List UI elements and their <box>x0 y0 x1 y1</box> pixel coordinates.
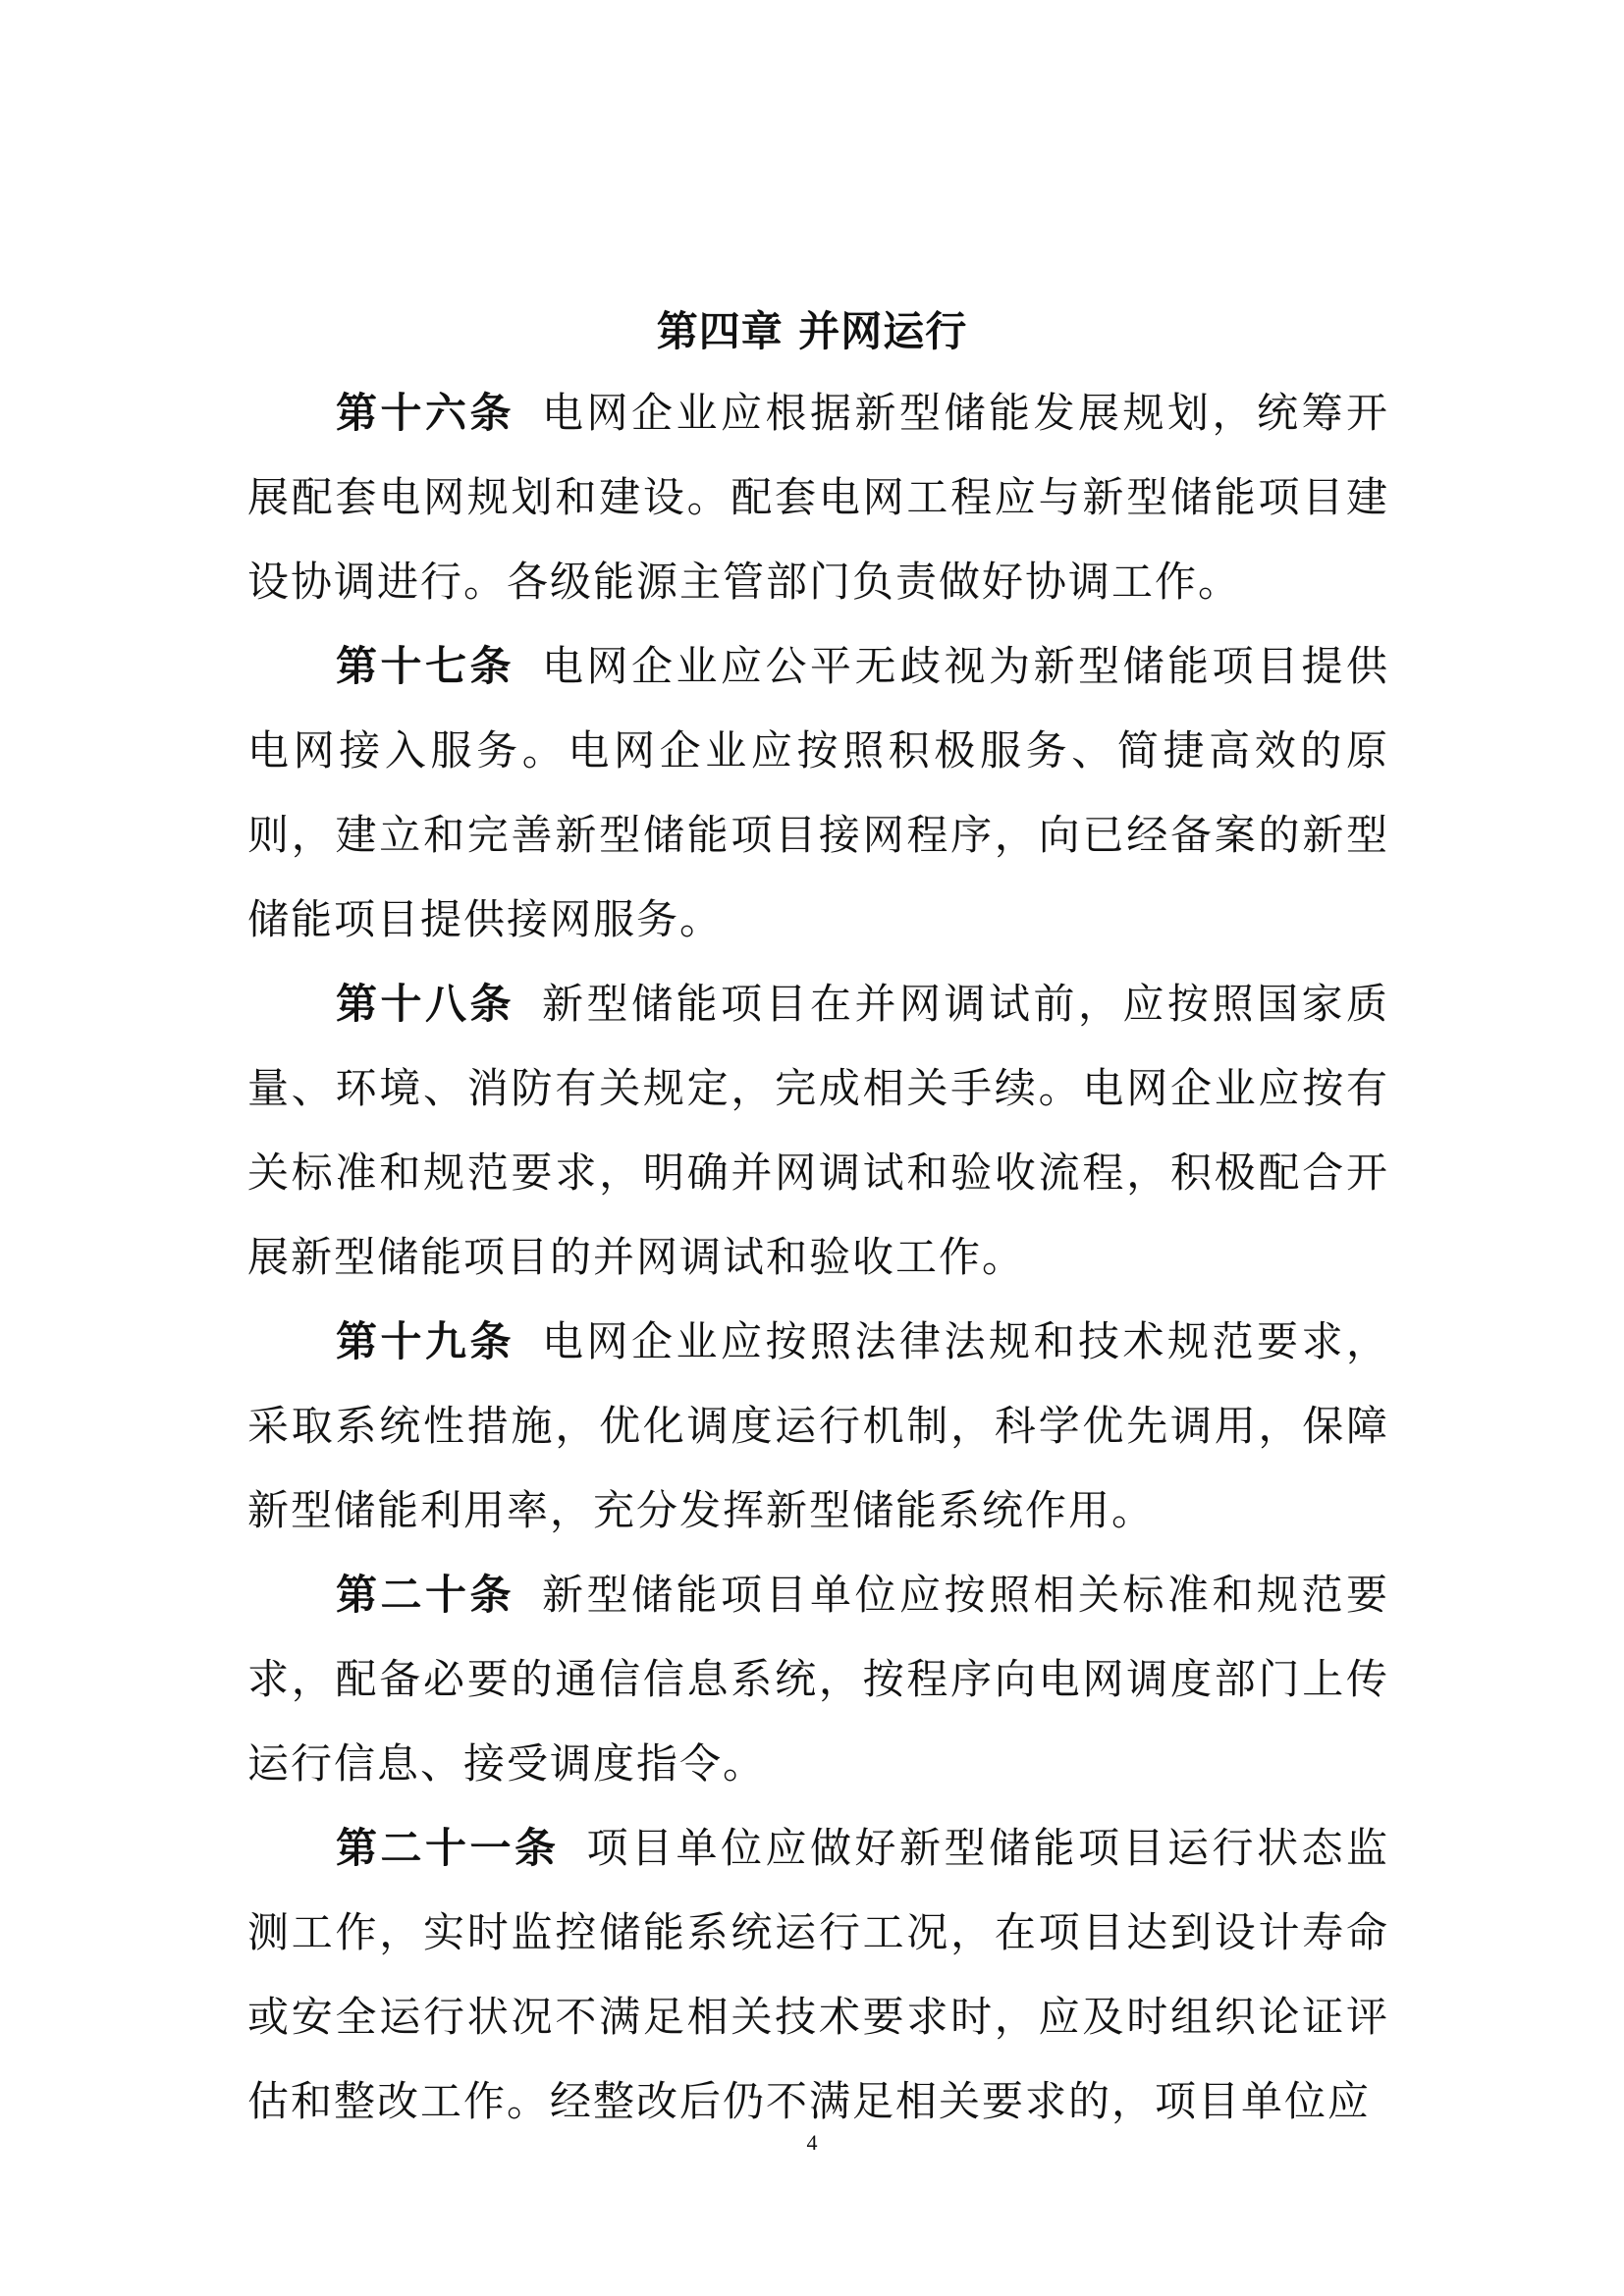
article-text: 项目单位应做好新型储能项目运行状态监测工作，实时监控储能系统运行工况，在项目达到设计寿命或安全运行状况不满足相关技术要求时，应及时组织论证评估和整改工作。经整改后仍不满足相关要求的，项目单位应 <box>247 1824 1389 2125</box>
article-number: 第二十一条 <box>336 1824 560 1872</box>
article-text: 电网企业应按照法律法规和技术规范要求，采取系统性措施，优化调度运行机制，科学优先调用，保障新型储能利用率，充分发挥新型储能系统作用。 <box>247 1317 1389 1534</box>
article-text: 新型储能项目单位应按照相关标准和规范要求，配备必要的通信信息系统，按程序向电网调度部门上传运行信息、接受调度指令。 <box>247 1571 1389 1788</box>
article-number: 第十九条 <box>336 1317 514 1365</box>
article-20 <box>247 1553 1389 1806</box>
chapter-title: 第四章 并网运行 <box>656 307 968 355</box>
article-number: 第十七条 <box>336 642 514 690</box>
article-text: 新型储能项目在并网调试前，应按照国家质量、环境、消防有关规定，完成相关手续。电网企业应按有关标准和规范要求，明确并网调试和验收流程，积极配合开展新型储能项目的并网调试和验收工作。 <box>247 980 1389 1281</box>
article-21 <box>247 1806 1389 2144</box>
article-number: 第十六条 <box>336 389 514 437</box>
article-19 <box>247 1300 1389 1553</box>
article-text: 电网企业应根据新型储能发展规划，统筹开展配套电网规划和建设。配套电网工程应与新型储能项目建设协调进行。各级能源主管部门负责做好协调工作。 <box>247 389 1389 606</box>
article-text: 电网企业应公平无歧视为新型储能项目提供电网接入服务。电网企业应按照积极服务、简捷高效的原则，建立和完善新型储能项目接网程序，向已经备案的新型储能项目提供接网服务。 <box>247 642 1389 943</box>
article-body <box>247 371 1389 2144</box>
article-17 <box>247 624 1389 962</box>
article-16 <box>247 371 1389 624</box>
page-number: 4 <box>806 2130 818 2155</box>
article-18 <box>247 962 1389 1300</box>
article-number: 第十八条 <box>336 980 514 1028</box>
article-number: 第二十条 <box>336 1571 514 1619</box>
